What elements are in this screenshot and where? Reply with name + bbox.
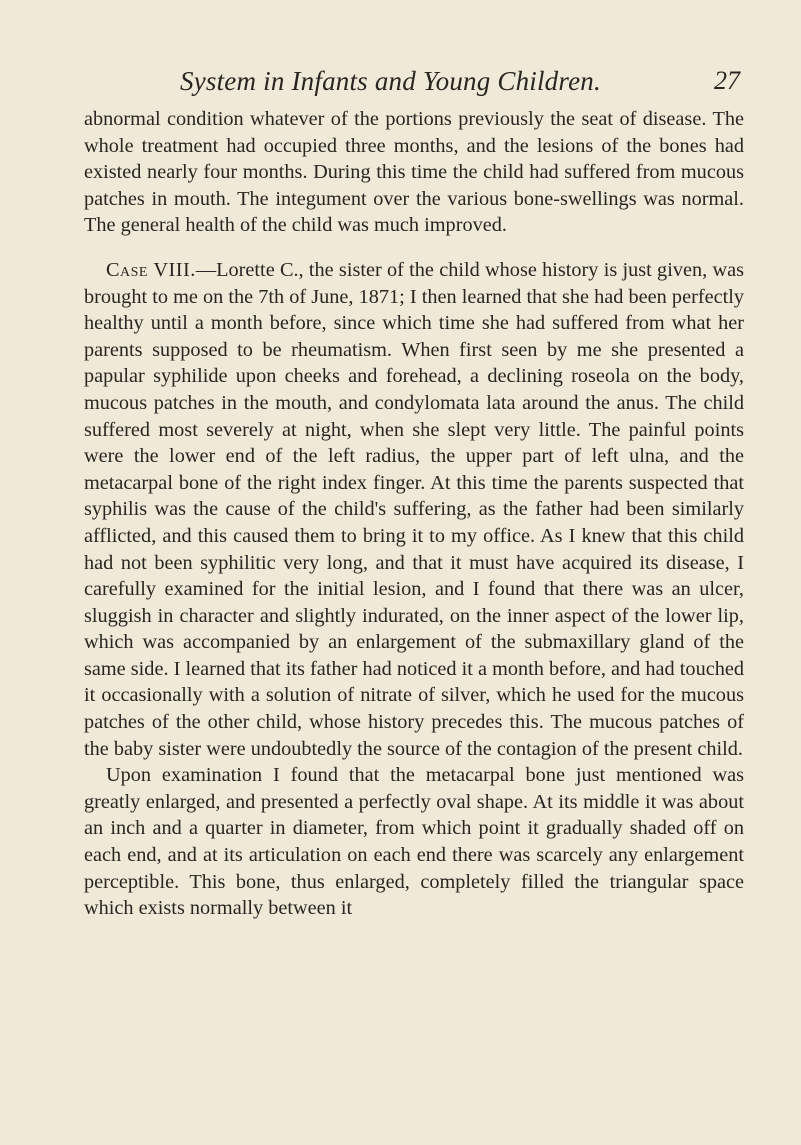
page-number: 27: [714, 66, 740, 95]
paragraph-case-viii: [84, 257, 744, 762]
case-viii-text: —Lorette C., the sister of the child whose history is just given, was brought to me on the 7th of June, 1871; I then learned that she had been perfectly healthy until a month before, since which time she had suffered from what her parents supposed to be rheumatism. When first seen by me she presented a papular syphilide upon cheeks and forehead, a declining roseola on the body, mucous patches in the mouth, and condylomata lata around the anus. The child suffered most severely at night, when she slept very little. The painful points were the lower end of the left radius, the upper part of left ulna, and the metacarpal bone of the right index finger. At this time the parents suspected that syphilis was the cause of the child's suffering, as the father had been similarly afflicted, and this caused them to bring it to my office. As I knew that this child had not been syphilitic very long, and that it must have acquired its disease, I carefully examined for the initial lesion, and I found that there was an ulcer, sluggish in character and slightly indurated, on the inner aspect of the lower lip, which was accompanied by an enlargement of the submaxillary gland of the same side. I learned that its father had noticed it a month before, and had touched it occasionally with a solution of nitrate of silver, which he used for the mucous patches of the other child, whose history precedes this. The mucous patches of the baby sister were undoubtedly the source of the contagion of the present child.: [84, 258, 744, 760]
paragraph-continuation: abnormal condition whatever of the portions previously the seat of disease. The whole treatment had occupied three months, and the lesions of the bones had existed nearly four months. During this time the child had suffered from mucous patches in mouth. The integument over the various bone-swellings was normal. The general health of the child was much improved.: [84, 108, 744, 237]
running-header: [180, 66, 740, 106]
running-title: System in Infants and Young Children.: [180, 66, 601, 96]
paragraph-examination: Upon examination I found that the metacarpal bone just mentioned was greatly enlarged, and presented a perfectly oval shape. At its middle it was about an inch and a quarter in diameter, from which point it gradually shaded off on each end, and at its articulation on each end there was scarcely any enlargement perceptible. This bone, thus enlarged, completely filled the triangular space which exists normally between it: [84, 764, 744, 920]
body-text: [84, 106, 744, 922]
case-label: Case VIII.: [106, 258, 196, 281]
